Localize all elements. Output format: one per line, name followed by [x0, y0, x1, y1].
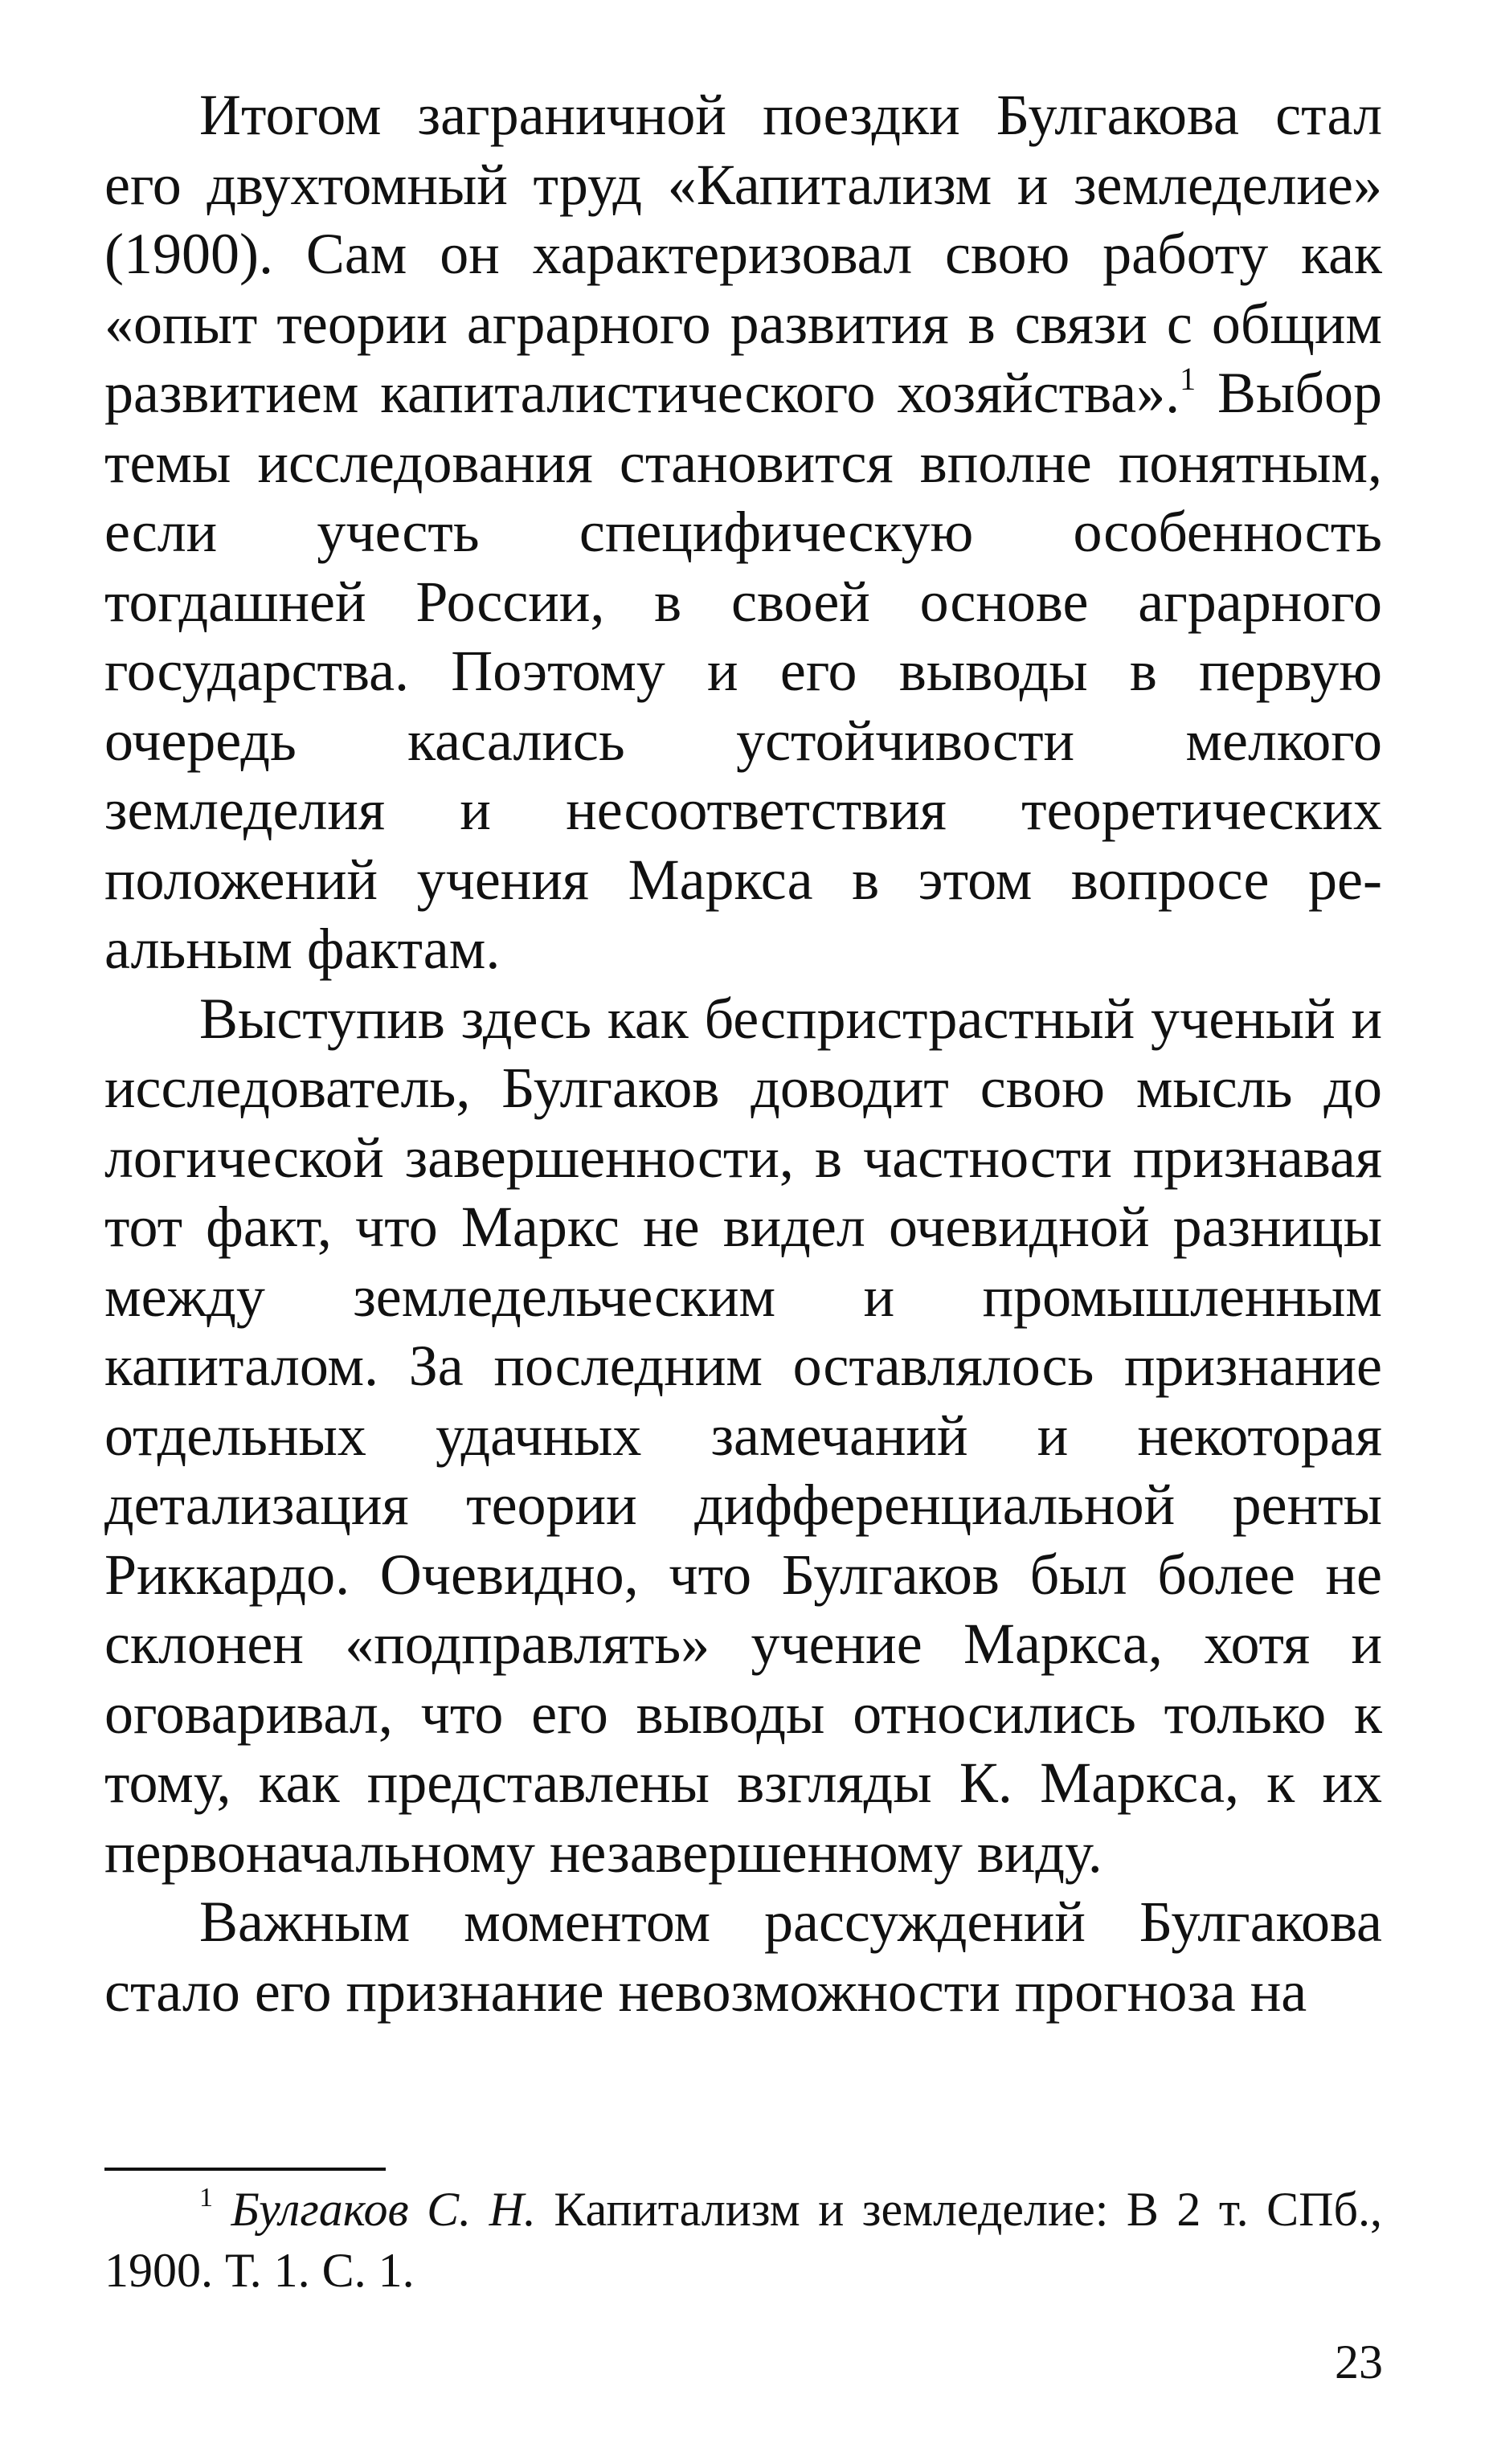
footnote-text: Капитализм и земледелие: В 2 т. СПб., 1900. Т. 1. С. 1.: [104, 2183, 1382, 2297]
paragraph-1-text-end: Выбор темы исследования становится вполне понятным, если учесть специфическую особенность тогдашней России, в своей основе аграрного государства. Поэтому и его выводы в первую очередь касались устойчивости мелкого земледелия и несоответствия теоретических положений учения Маркса в этом вопросе реальным фактам.: [104, 361, 1382, 981]
paragraph-3: Важным моментом рассуждений Булгакова стало его признание невозможности прогноза на: [104, 1890, 1382, 2024]
main-text: [104, 80, 1382, 2026]
paragraph-1: [104, 80, 1382, 984]
footnote-divider: [104, 2168, 386, 2171]
footnote-marker: 1: [199, 2183, 213, 2213]
paragraph-1-text-start: Итогом заграничной поездки Булгакова стал его двухтомный труд «Капитализм и земледелие» (1900). Сам он характеризовал свою работу как «опыт теории аграрного развития в связи с общим развитием капиталистического хозяйства».: [104, 83, 1382, 425]
page-number: 23: [1335, 2335, 1383, 2388]
footnote: [104, 2179, 1382, 2301]
footnote-author: Булгаков С. Н.: [231, 2183, 536, 2236]
footnote-reference: 1: [1180, 361, 1197, 397]
paragraph-2: Выступив здесь как беспристрастный ученый и исследователь, Булгаков доводит свою мысль до логической завершенности, в частности признавая тот факт, что Маркс не видел очевидной разницы между земледельческим и промышленным капиталом. За последним оставлялось признание отдельных удачных замечаний и некоторая детализация теории дифференциальной ренты Риккардо. Очевидно, что Булгаков был более не склонен «подправлять» учение Маркса, хотя и оговаривал, что его выводы относились только к тому, как представлены взгляды К. Маркса, к их первоначальному незавершенному виду.: [104, 986, 1382, 1885]
